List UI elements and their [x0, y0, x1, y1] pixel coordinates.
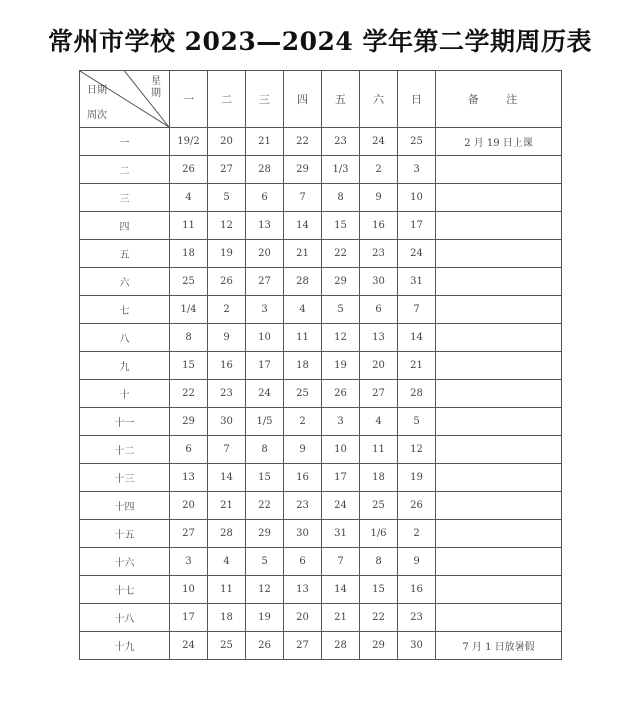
date-cell: 8 — [322, 184, 360, 212]
note-cell — [436, 212, 562, 240]
date-cell: 7 — [284, 184, 322, 212]
date-cell: 5 — [208, 184, 246, 212]
table-row — [80, 576, 562, 604]
note-cell — [436, 352, 562, 380]
week-number-cell: 十四 — [80, 492, 170, 520]
table-row — [80, 436, 562, 464]
date-cell: 22 — [170, 380, 208, 408]
date-cell: 15 — [322, 212, 360, 240]
date-cell: 25 — [170, 268, 208, 296]
table-row — [80, 128, 562, 156]
date-cell: 24 — [322, 492, 360, 520]
note-cell — [436, 268, 562, 296]
table-row — [80, 296, 562, 324]
date-cell: 29 — [360, 632, 398, 660]
note-cell — [436, 324, 562, 352]
table-row — [80, 408, 562, 436]
table-row — [80, 240, 562, 268]
date-cell: 12 — [398, 436, 436, 464]
date-cell: 11 — [360, 436, 398, 464]
date-cell: 11 — [208, 576, 246, 604]
date-cell: 28 — [322, 632, 360, 660]
date-cell: 6 — [170, 436, 208, 464]
date-cell: 1/4 — [170, 296, 208, 324]
week-number-cell: 十三 — [80, 464, 170, 492]
date-cell: 2 — [284, 408, 322, 436]
week-number-cell: 五 — [80, 240, 170, 268]
date-cell: 2 — [208, 296, 246, 324]
date-cell: 9 — [398, 548, 436, 576]
date-cell: 2 — [398, 520, 436, 548]
date-cell: 10 — [398, 184, 436, 212]
date-cell: 2 — [360, 156, 398, 184]
date-cell: 12 — [246, 576, 284, 604]
date-cell: 5 — [322, 296, 360, 324]
date-cell: 31 — [322, 520, 360, 548]
date-cell: 16 — [284, 464, 322, 492]
date-cell: 26 — [208, 268, 246, 296]
date-cell: 27 — [284, 632, 322, 660]
date-cell: 3 — [322, 408, 360, 436]
week-number-cell: 十八 — [80, 604, 170, 632]
date-cell: 22 — [284, 128, 322, 156]
table-row — [80, 156, 562, 184]
calendar-body — [80, 128, 562, 660]
date-cell: 31 — [398, 268, 436, 296]
date-cell: 13 — [284, 576, 322, 604]
date-cell: 28 — [284, 268, 322, 296]
week-number-cell: 十二 — [80, 436, 170, 464]
table-row — [80, 632, 562, 660]
date-cell: 5 — [246, 548, 284, 576]
date-cell: 20 — [208, 128, 246, 156]
date-cell: 9 — [284, 436, 322, 464]
date-cell: 25 — [208, 632, 246, 660]
day-header-fri: 五 — [322, 71, 360, 128]
date-cell: 21 — [322, 604, 360, 632]
date-cell: 23 — [398, 604, 436, 632]
date-cell: 4 — [360, 408, 398, 436]
note-cell — [436, 548, 562, 576]
date-cell: 30 — [284, 520, 322, 548]
day-header-thu: 四 — [284, 71, 322, 128]
date-cell: 17 — [398, 212, 436, 240]
date-cell: 29 — [284, 156, 322, 184]
date-cell: 19/2 — [170, 128, 208, 156]
date-cell: 28 — [398, 380, 436, 408]
date-cell: 6 — [284, 548, 322, 576]
date-cell: 7 — [322, 548, 360, 576]
date-cell: 21 — [208, 492, 246, 520]
date-cell: 8 — [170, 324, 208, 352]
date-cell: 14 — [284, 212, 322, 240]
date-cell: 16 — [208, 352, 246, 380]
date-cell: 21 — [398, 352, 436, 380]
week-number-cell: 八 — [80, 324, 170, 352]
date-cell: 26 — [398, 492, 436, 520]
date-cell: 30 — [360, 268, 398, 296]
date-cell: 16 — [398, 576, 436, 604]
date-cell: 8 — [360, 548, 398, 576]
date-cell: 17 — [246, 352, 284, 380]
date-cell: 24 — [398, 240, 436, 268]
date-cell: 6 — [246, 184, 284, 212]
date-cell: 25 — [360, 492, 398, 520]
diagonal-header-cell — [80, 71, 170, 128]
week-number-cell: 十七 — [80, 576, 170, 604]
date-cell: 20 — [170, 492, 208, 520]
date-cell: 9 — [208, 324, 246, 352]
date-cell: 8 — [246, 436, 284, 464]
date-cell: 10 — [246, 324, 284, 352]
day-header-sat: 六 — [360, 71, 398, 128]
date-cell: 19 — [322, 352, 360, 380]
day-header-mon: 一 — [170, 71, 208, 128]
week-number-cell: 六 — [80, 268, 170, 296]
date-cell: 12 — [322, 324, 360, 352]
date-cell: 10 — [322, 436, 360, 464]
date-cell: 17 — [170, 604, 208, 632]
date-cell: 19 — [398, 464, 436, 492]
note-cell — [436, 492, 562, 520]
date-cell: 29 — [170, 408, 208, 436]
date-cell: 3 — [246, 296, 284, 324]
date-cell: 29 — [322, 268, 360, 296]
date-cell: 23 — [322, 128, 360, 156]
weekly-calendar-table — [79, 70, 562, 660]
date-cell: 18 — [208, 604, 246, 632]
date-cell: 15 — [360, 576, 398, 604]
table-row — [80, 380, 562, 408]
table-row — [80, 604, 562, 632]
week-number-cell: 一 — [80, 128, 170, 156]
note-cell — [436, 380, 562, 408]
note-cell — [436, 184, 562, 212]
date-cell: 5 — [398, 408, 436, 436]
week-number-cell: 十 — [80, 380, 170, 408]
date-cell: 18 — [170, 240, 208, 268]
date-cell: 30 — [208, 408, 246, 436]
date-cell: 30 — [398, 632, 436, 660]
date-cell: 24 — [170, 632, 208, 660]
date-cell: 1/5 — [246, 408, 284, 436]
note-cell — [436, 436, 562, 464]
date-cell: 16 — [360, 212, 398, 240]
table-row — [80, 520, 562, 548]
date-cell: 6 — [360, 296, 398, 324]
weekday-label: 星期 — [151, 76, 161, 99]
week-number-cell: 二 — [80, 156, 170, 184]
week-number-cell: 十一 — [80, 408, 170, 436]
date-cell: 22 — [246, 492, 284, 520]
date-cell: 11 — [170, 212, 208, 240]
date-cell: 24 — [246, 380, 284, 408]
date-cell: 19 — [246, 604, 284, 632]
date-cell: 4 — [284, 296, 322, 324]
note-cell: 7 月 1 日放暑假 — [436, 632, 562, 660]
date-cell: 23 — [284, 492, 322, 520]
date-cell: 28 — [208, 520, 246, 548]
date-cell: 21 — [284, 240, 322, 268]
date-cell: 7 — [208, 436, 246, 464]
date-cell: 13 — [246, 212, 284, 240]
date-cell: 27 — [360, 380, 398, 408]
week-number-label: 周次 — [87, 110, 107, 121]
day-header-wed: 三 — [246, 71, 284, 128]
date-cell: 19 — [208, 240, 246, 268]
week-number-cell: 九 — [80, 352, 170, 380]
table-row — [80, 212, 562, 240]
date-cell: 1/3 — [322, 156, 360, 184]
date-cell: 9 — [360, 184, 398, 212]
note-cell — [436, 520, 562, 548]
date-cell: 14 — [398, 324, 436, 352]
table-row — [80, 352, 562, 380]
date-cell: 20 — [284, 604, 322, 632]
week-number-cell: 七 — [80, 296, 170, 324]
date-cell: 26 — [246, 632, 284, 660]
date-cell: 3 — [398, 156, 436, 184]
note-cell — [436, 240, 562, 268]
week-number-cell: 三 — [80, 184, 170, 212]
table-row — [80, 268, 562, 296]
week-number-cell: 十六 — [80, 548, 170, 576]
date-cell: 26 — [170, 156, 208, 184]
table-row — [80, 492, 562, 520]
note-header: 备 注 — [436, 71, 562, 128]
date-cell: 13 — [170, 464, 208, 492]
date-cell: 23 — [360, 240, 398, 268]
date-cell: 7 — [398, 296, 436, 324]
date-cell: 15 — [246, 464, 284, 492]
date-cell: 13 — [360, 324, 398, 352]
note-cell — [436, 464, 562, 492]
table-row — [80, 464, 562, 492]
note-cell — [436, 156, 562, 184]
date-cell: 15 — [170, 352, 208, 380]
week-number-cell: 四 — [80, 212, 170, 240]
date-cell: 11 — [284, 324, 322, 352]
date-cell: 17 — [322, 464, 360, 492]
date-cell: 12 — [208, 212, 246, 240]
date-cell: 4 — [208, 548, 246, 576]
date-cell: 14 — [322, 576, 360, 604]
day-header-sun: 日 — [398, 71, 436, 128]
table-row — [80, 548, 562, 576]
table-row — [80, 184, 562, 212]
date-cell: 24 — [360, 128, 398, 156]
date-cell: 1/6 — [360, 520, 398, 548]
note-cell: 2 月 19 日上课 — [436, 128, 562, 156]
date-cell: 10 — [170, 576, 208, 604]
date-cell: 3 — [170, 548, 208, 576]
date-cell: 14 — [208, 464, 246, 492]
date-label: 日期 — [87, 85, 107, 96]
date-cell: 25 — [398, 128, 436, 156]
date-cell: 26 — [322, 380, 360, 408]
date-cell: 22 — [322, 240, 360, 268]
table-row — [80, 324, 562, 352]
week-number-cell: 十五 — [80, 520, 170, 548]
week-number-cell: 十九 — [80, 632, 170, 660]
date-cell: 25 — [284, 380, 322, 408]
date-cell: 18 — [360, 464, 398, 492]
date-cell: 27 — [246, 268, 284, 296]
note-cell — [436, 576, 562, 604]
date-cell: 27 — [170, 520, 208, 548]
date-cell: 4 — [170, 184, 208, 212]
date-cell: 20 — [246, 240, 284, 268]
date-cell: 20 — [360, 352, 398, 380]
date-cell: 28 — [246, 156, 284, 184]
date-cell: 21 — [246, 128, 284, 156]
day-header-tue: 二 — [208, 71, 246, 128]
date-cell: 27 — [208, 156, 246, 184]
page-title: 常州市学校 2023—2024 学年第二学期周历表 — [47, 27, 593, 56]
date-cell: 22 — [360, 604, 398, 632]
date-cell: 18 — [284, 352, 322, 380]
note-cell — [436, 296, 562, 324]
note-cell — [436, 604, 562, 632]
note-cell — [436, 408, 562, 436]
date-cell: 29 — [246, 520, 284, 548]
date-cell: 23 — [208, 380, 246, 408]
header-row — [80, 71, 562, 128]
